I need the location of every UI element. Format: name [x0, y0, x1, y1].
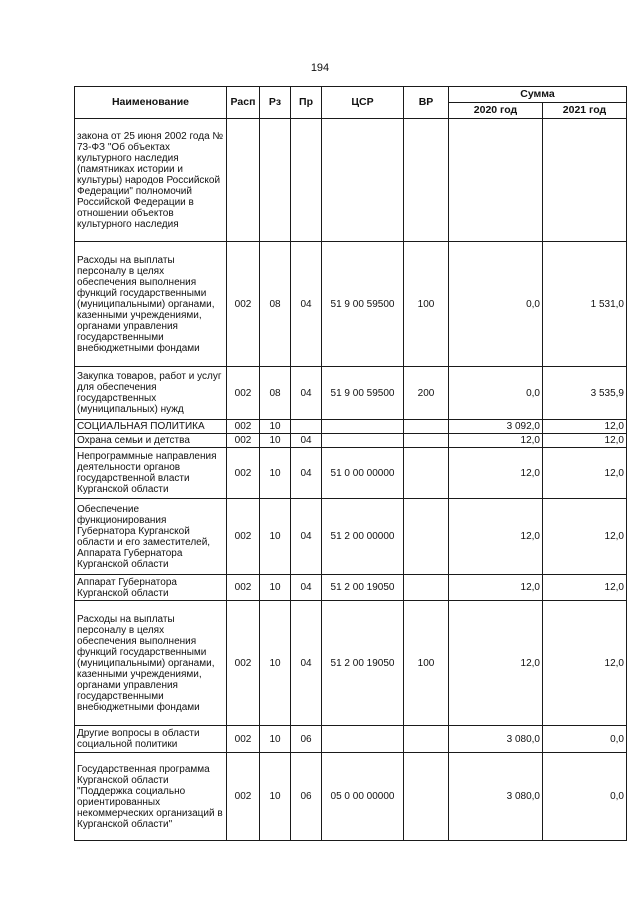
row-vr [404, 499, 449, 575]
row-2021: 0,0 [543, 726, 627, 753]
row-csr [322, 119, 404, 242]
row-csr [322, 726, 404, 753]
row-rz: 10 [260, 601, 291, 726]
row-2020: 0,0 [449, 242, 543, 367]
row-pr: 04 [291, 601, 322, 726]
row-csr: 05 0 00 00000 [322, 753, 404, 841]
row-rasp: 002 [227, 726, 260, 753]
row-rasp: 002 [227, 420, 260, 434]
header-2021: 2021 год [543, 103, 627, 119]
row-vr [404, 119, 449, 242]
page-number: 194 [310, 62, 330, 74]
row-vr [404, 726, 449, 753]
row-vr [404, 434, 449, 448]
row-2021: 12,0 [543, 434, 627, 448]
header-row [75, 87, 627, 103]
row-rasp: 002 [227, 448, 260, 499]
header-2020: 2020 год [449, 103, 543, 119]
row-name: Охрана семьи и детства [75, 434, 227, 448]
row-2020: 3 080,0 [449, 753, 543, 841]
row-rz: 10 [260, 575, 291, 601]
row-csr: 51 9 00 59500 [322, 242, 404, 367]
header-name: Наименование [75, 87, 227, 119]
row-pr [291, 420, 322, 434]
row-pr [291, 119, 322, 242]
table-row [75, 499, 627, 575]
row-name: Аппарат Губернатора Курганской области [75, 575, 227, 601]
row-2021: 12,0 [543, 601, 627, 726]
row-pr: 06 [291, 726, 322, 753]
row-rz: 08 [260, 367, 291, 420]
row-2020: 0,0 [449, 367, 543, 420]
row-csr [322, 434, 404, 448]
table-row [75, 601, 627, 726]
row-pr: 04 [291, 242, 322, 367]
row-pr: 04 [291, 367, 322, 420]
row-2021: 12,0 [543, 448, 627, 499]
row-2021: 0,0 [543, 753, 627, 841]
row-2020: 12,0 [449, 434, 543, 448]
row-2020: 3 080,0 [449, 726, 543, 753]
row-name: Расходы на выплаты персоналу в целях обеспечения выполнения функций государственными (муниципальными) органами, казенными учреждениями, органами управления государственными внебюджетными фондами [75, 242, 227, 367]
table-row [75, 420, 627, 434]
row-2020: 12,0 [449, 448, 543, 499]
row-rasp: 002 [227, 242, 260, 367]
table-row [75, 434, 627, 448]
row-vr [404, 575, 449, 601]
row-name: Государственная программа Курганской области "Поддержка социально ориентированных некоммерческих организаций в Курганской области" [75, 753, 227, 841]
row-rasp: 002 [227, 367, 260, 420]
row-2020: 3 092,0 [449, 420, 543, 434]
row-rz: 10 [260, 726, 291, 753]
header-csr: ЦСР [322, 87, 404, 119]
row-rasp [227, 119, 260, 242]
row-rz: 10 [260, 420, 291, 434]
row-pr: 06 [291, 753, 322, 841]
header-vr: ВР [404, 87, 449, 119]
row-rasp: 002 [227, 499, 260, 575]
row-2020 [449, 119, 543, 242]
row-csr: 51 2 00 19050 [322, 601, 404, 726]
row-vr [404, 448, 449, 499]
row-vr [404, 420, 449, 434]
row-name: Расходы на выплаты персоналу в целях обеспечения выполнения функций государственными (муниципальными) органами, казенными учреждениями, органами управления государственными внебюджетными фондами [75, 601, 227, 726]
header-rz: Рз [260, 87, 291, 119]
row-2021: 12,0 [543, 420, 627, 434]
row-pr: 04 [291, 499, 322, 575]
row-rasp: 002 [227, 575, 260, 601]
row-csr: 51 2 00 19050 [322, 575, 404, 601]
row-vr: 200 [404, 367, 449, 420]
row-rz: 10 [260, 499, 291, 575]
row-name: СОЦИАЛЬНАЯ ПОЛИТИКА [75, 420, 227, 434]
row-vr: 100 [404, 601, 449, 726]
row-vr [404, 753, 449, 841]
row-csr: 51 9 00 59500 [322, 367, 404, 420]
table-row [75, 575, 627, 601]
row-2021: 12,0 [543, 575, 627, 601]
row-2020: 12,0 [449, 575, 543, 601]
row-pr: 04 [291, 575, 322, 601]
row-2021: 3 535,9 [543, 367, 627, 420]
row-rasp: 002 [227, 434, 260, 448]
row-rz: 10 [260, 448, 291, 499]
row-name: закона от 25 июня 2002 года № 73-ФЗ "Об объектах культурного наследия (памятниках истории и культуры) народов Российской Федерации" полномочий Российской Федерации в отношении объектов культурного наследия [75, 119, 227, 242]
row-name: Обеспечение функционирования Губернатора Курганской области и его заместителей, Аппарата Губернатора Курганской области [75, 499, 227, 575]
header-pr: Пр [291, 87, 322, 119]
table-row [75, 448, 627, 499]
row-name: Непрограммные направления деятельности органов государственной власти Курганской области [75, 448, 227, 499]
row-rz: 08 [260, 242, 291, 367]
row-2021: 12,0 [543, 499, 627, 575]
row-2021 [543, 119, 627, 242]
row-rz: 10 [260, 753, 291, 841]
row-pr: 04 [291, 434, 322, 448]
row-2021: 1 531,0 [543, 242, 627, 367]
row-2020: 12,0 [449, 499, 543, 575]
row-rasp: 002 [227, 601, 260, 726]
row-vr: 100 [404, 242, 449, 367]
table-row [75, 242, 627, 367]
budget-table [74, 86, 627, 841]
table-row [75, 119, 627, 242]
row-rz: 10 [260, 434, 291, 448]
row-pr: 04 [291, 448, 322, 499]
header-rasp: Расп [227, 87, 260, 119]
row-rz [260, 119, 291, 242]
row-rasp: 002 [227, 753, 260, 841]
row-name: Закупка товаров, работ и услуг для обеспечения государственных (муниципальных) нужд [75, 367, 227, 420]
table-row [75, 367, 627, 420]
header-sum: Сумма [449, 87, 627, 103]
row-2020: 12,0 [449, 601, 543, 726]
table-row [75, 726, 627, 753]
row-csr: 51 2 00 00000 [322, 499, 404, 575]
row-csr: 51 0 00 00000 [322, 448, 404, 499]
row-name: Другие вопросы в области социальной политики [75, 726, 227, 753]
table-row [75, 753, 627, 841]
row-csr [322, 420, 404, 434]
